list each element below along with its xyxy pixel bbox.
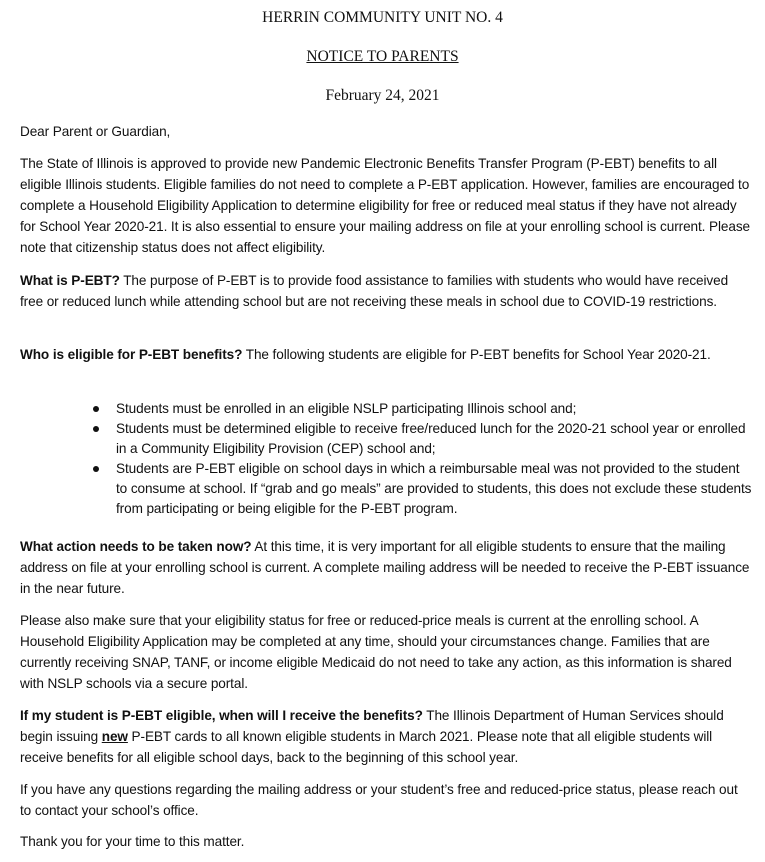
intro-paragraph: The State of Illinois is approved to provide new Pandemic Electronic Benefits Transfer Program (P-EBT) benefits to all eligible Illinois students. Eligible families do not need to complete a P-EBT application. However, families are encouraged to complete a Household Eligibility Application to determine eligibility for free or reduced meal status if they have not already for School Year 2020-21. It is also essential to ensure your mailing address on file at your enrolling school is current. Please note that citizenship status does not affect eligibility.: [20, 156, 750, 255]
who-eligible-question: Who is eligible for P-EBT benefits?: [20, 347, 243, 362]
notice-heading: NOTICE TO PARENTS: [306, 48, 459, 65]
list-item: Students must be determined eligible to receive free/reduced lunch for the 2020-21 school year or enrolled in a Community Eligibility Provision (CEP) school and;: [92, 419, 752, 459]
action-question: What action needs to be taken now?: [20, 539, 252, 554]
eligibility-list: [92, 399, 752, 519]
list-item: Students are P-EBT eligible on school days in which a reimbursable meal was not provided to the student to consume at school. If “grab and go meals” are provided to students, this does not exclude these students from participating or being eligible for the P-EBT program.: [92, 459, 752, 519]
when-benefits-answer-part1: The Illinois Department of Human Services should begin issuing: [20, 708, 724, 744]
what-is-pebt-question: What is P-EBT?: [20, 273, 120, 288]
action-paragraph: [20, 536, 750, 599]
when-benefits-paragraph: [20, 705, 750, 768]
notice-date: February 24, 2021: [325, 87, 440, 104]
what-is-pebt-answer: The purpose of P-EBT is to provide food assistance to families with students who would have received free or reduced lunch while attending school but are not receiving these meals in school due to COVID-19 restrictions.: [20, 273, 729, 309]
action-answer: At this time, it is very important for all eligible students to ensure that the mailing address on file at your enrolling school is current. A complete mailing address will be needed to receive the P-EBT issuance in the near future.: [20, 539, 750, 596]
status-paragraph: Please also make sure that your eligibility status for free or reduced-price meals is current at the enrolling school. A Household Eligibility Application may be completed at any time, should your circumstances change. Families that are currently receiving SNAP, TANF, or income eligible Medicaid do not need to take any action, as this information is shared with NSLP schools via a secure portal.: [20, 613, 732, 691]
who-eligible-paragraph: [20, 344, 750, 365]
salutation: Dear Parent or Guardian,: [20, 124, 171, 139]
when-benefits-question: If my student is P-EBT eligible, when will I receive the benefits?: [20, 708, 423, 723]
closing-line: Thank you for your time to this matter.: [20, 834, 245, 849]
when-benefits-answer-part2: P-EBT cards to all known eligible students in March 2021. Please note that all eligible students will receive benefits for all eligible school days, back to the beginning of this school year.: [20, 729, 713, 765]
district-title: HERRIN COMMUNITY UNIT NO. 4: [262, 9, 503, 26]
what-is-pebt-paragraph: [20, 270, 750, 312]
new-emphasis: new: [101, 729, 128, 744]
list-item: Students must be enrolled in an eligible NSLP participating Illinois school and;: [92, 399, 752, 419]
who-eligible-answer: The following students are eligible for P-EBT benefits for School Year 2020-21.: [242, 347, 711, 362]
questions-paragraph: If you have any questions regarding the mailing address or your student’s free and reduced-price status, please reach out to contact your school’s office.: [20, 782, 738, 818]
